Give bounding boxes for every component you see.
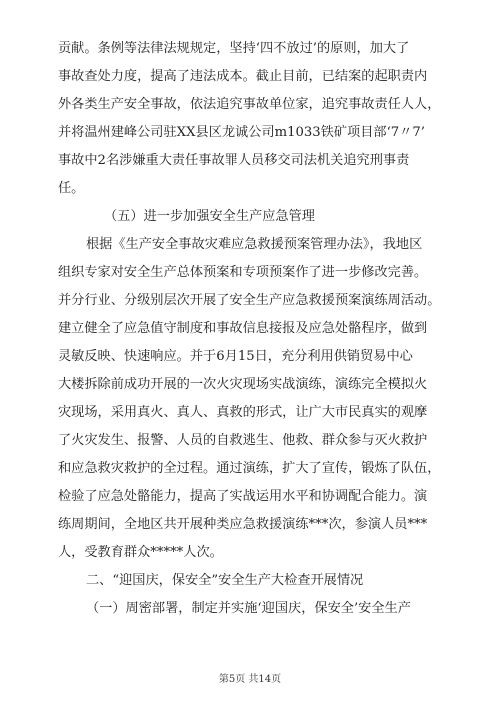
paragraph-line: 外各类生产安全事故，依法追究事故单位家，追究事故责任人人， [58,97,441,112]
paragraph-line: 建立健全了应急值守制度和事故信息接报及应急处骼程序，做到 [58,321,428,336]
paragraph-line: 练周期间，全地区共开展种类应急救援演练***次，参演人员*** [58,517,428,532]
page-footer: 第5页 共14页 [218,674,282,685]
paragraph-line: 大楼拆除前成功开展的一次火灾现场实战演练，演练完全模拟火 [58,377,428,392]
paragraph-line: 任。 [58,181,85,196]
paragraph-line: 人，受教育群众*****人次。 [58,545,223,560]
paragraph-line: 检验了应急处骼能力，提高了实战运用水平和协调配合能力。演 [58,489,428,504]
paragraph-line: 组织专家对安全生产总体预案和专项预案作了进一步修改完善。 [58,265,428,280]
paragraph-line: 根据《生产安全事故灾难应急救援预案管理办法》，我地区 [86,237,423,252]
paragraph-line: 事故查处力度，提高了违法成本。截止目前，已结案的起职责内 [58,69,428,84]
paragraph-line: 和应急救灾救护的全过程。通过演练，扩大了宣传，锻炼了队伍， [58,461,441,476]
paragraph-line: 事故中2名涉嫌重大责任事故罪人员移交司法机关追究刑事责 [58,153,410,168]
paragraph-line: 灾现场，采用真火、真人、真救的形式，让广大市民真实的观摩 [58,405,428,420]
paragraph-line: 并分行业、分级别层次开展了安全生产应急救援预案演练周活动。 [58,293,441,308]
paragraph-line: 并将温州建峰公司驻XX县区龙诚公司m1033铁矿项目部‘7〃7’ [58,125,425,140]
paragraph-line: 了火灾发生、报警、人员的自救逃生、他救、群众参与灭火救护 [58,433,428,448]
section-heading: 二、“迎国庆，保安全”安全生产大检查开展情况 [86,573,364,588]
paragraph-line: 贡献。条例等法律法规规定，坚持‘四不放过’的原则，加大了 [58,41,410,56]
paragraph-line: 灵敏反映、快速响应。并于6月15日，充分利用供销贸易中心 [58,349,413,364]
subsection-heading: （一）周密部署，制定并实施‘迎国庆，保安全’安全生产 [86,601,411,616]
section-heading: （五）进一步加强安全生产应急管理 [104,209,315,224]
